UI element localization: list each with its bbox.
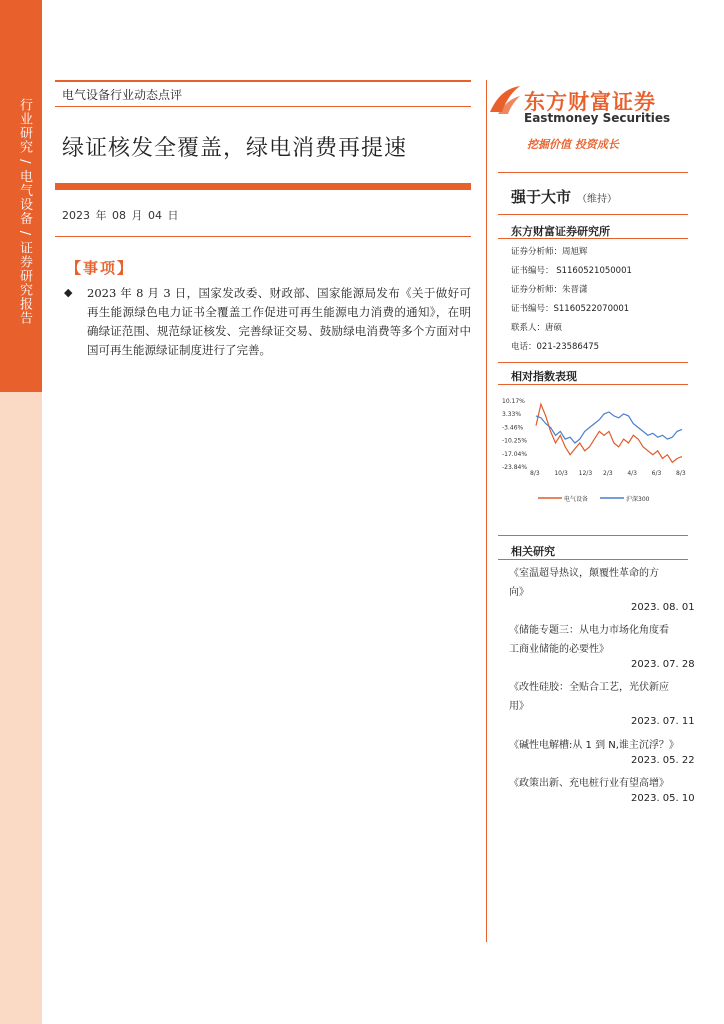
page-title: 绿证核发全覆盖，绿电消费再提速 bbox=[62, 136, 408, 161]
relative-index-chart bbox=[502, 394, 688, 512]
rating bbox=[511, 186, 617, 207]
related-item-date: 2023. 05. 10 bbox=[631, 793, 695, 804]
y-tick-label: -10.25% bbox=[502, 437, 528, 445]
rule bbox=[498, 238, 688, 239]
event-paragraph: 2023 年 8 月 3 日，国家发改委、财政部、国家能源局发布《关于做好可再生能源绿色电力证书全覆盖工作促进可再生能源电力消费的通知》，在明确绿证范围、规范绿证核发、完善绿证交易、鼓励绿电消费等多个方面对中国可再生能源绿证制度进行了完善。 bbox=[87, 286, 471, 357]
legend-label: 电气设备 bbox=[564, 496, 589, 503]
analyst-line: 证券分析师：周旭辉 bbox=[511, 247, 588, 257]
institute-name: 东方财富证券研究所 bbox=[511, 225, 610, 238]
related-item-title[interactable]: 工商业储能的必要性》 bbox=[509, 644, 609, 655]
y-tick-label: 10.17% bbox=[502, 398, 525, 405]
side-bar-light bbox=[0, 392, 42, 1024]
legend-label: 沪深300 bbox=[626, 496, 650, 503]
x-tick-label: 8/3 bbox=[676, 470, 686, 477]
rule bbox=[498, 384, 688, 385]
rule bbox=[55, 106, 471, 107]
analyst-line: 证书编号：S1160522070001 bbox=[511, 304, 630, 314]
related-item-title[interactable]: 向》 bbox=[509, 587, 529, 598]
x-tick-label: 8/3 bbox=[530, 470, 540, 477]
slogan: 挖掘价值 投资成长 bbox=[527, 138, 619, 151]
report-date: 2023 年 08 月 04 日 bbox=[62, 209, 179, 222]
related-item-date: 2023. 08. 01 bbox=[631, 602, 695, 613]
column-divider bbox=[486, 80, 487, 942]
chart-heading: 相对指数表现 bbox=[511, 370, 577, 383]
analyst-line: 证书编号： S1160521050001 bbox=[511, 266, 632, 276]
y-tick-label: -17.04% bbox=[502, 450, 528, 458]
rule bbox=[498, 362, 688, 363]
rule bbox=[498, 172, 688, 173]
analyst-line: 证券分析师：朱晋潇 bbox=[511, 285, 588, 295]
section-heading: 【事项】 bbox=[66, 259, 135, 277]
y-tick-label: 3.33% bbox=[502, 411, 522, 419]
related-item-date: 2023. 07. 11 bbox=[631, 716, 695, 727]
related-item-title[interactable]: 《碱性电解槽:从 1 到 N,谁主沉浮？》 bbox=[509, 740, 679, 751]
related-item-title[interactable]: 《政策出新、充电桩行业有望高增》 bbox=[509, 778, 669, 789]
rule bbox=[498, 535, 688, 536]
x-tick-label: 4/3 bbox=[627, 470, 637, 477]
rule bbox=[498, 559, 688, 560]
top-rule bbox=[55, 80, 471, 82]
report-type: 电气设备行业动态点评 bbox=[62, 88, 183, 102]
brand-logo bbox=[488, 84, 671, 125]
related-item-title[interactable]: 《室温超导热议，颠覆性革命的方 bbox=[509, 568, 659, 579]
related-heading: 相关研究 bbox=[511, 545, 555, 558]
x-tick-label: 12/3 bbox=[578, 470, 593, 477]
y-tick-label: -23.84% bbox=[502, 464, 528, 471]
logo-en: Eastmoney Securities bbox=[524, 111, 671, 125]
rule bbox=[55, 236, 471, 237]
rule bbox=[498, 214, 688, 215]
x-tick-label: 2/3 bbox=[603, 470, 613, 477]
y-tick-label: -3.46% bbox=[502, 424, 524, 432]
x-tick-label: 10/3 bbox=[554, 470, 568, 477]
related-item-date: 2023. 05. 22 bbox=[631, 755, 695, 766]
rating-sub: （维持） bbox=[577, 194, 618, 205]
logo-mark-icon bbox=[488, 84, 522, 116]
related-item-date: 2023. 07. 28 bbox=[631, 659, 695, 670]
logo-cn: 东方财富证券 bbox=[524, 90, 656, 114]
related-item-title[interactable]: 《改性硅胶：全贴合工艺，光伏新应 bbox=[509, 682, 669, 693]
analyst-line: 联系人：唐硕 bbox=[511, 323, 563, 333]
rating-label: 强于大市 bbox=[511, 188, 572, 206]
related-item-title[interactable]: 用》 bbox=[509, 701, 529, 712]
x-tick-label: 6/3 bbox=[651, 470, 662, 477]
related-item-title[interactable]: 《储能专题三：从电力市场化角度看 bbox=[509, 625, 669, 636]
title-bar bbox=[55, 183, 471, 190]
analyst-line: 电话：021-23586475 bbox=[511, 342, 600, 352]
bullet-icon: ◆ bbox=[64, 286, 73, 299]
side-category-text: 行业研究 / 电气设备 / 证券研究报告 bbox=[17, 98, 32, 326]
